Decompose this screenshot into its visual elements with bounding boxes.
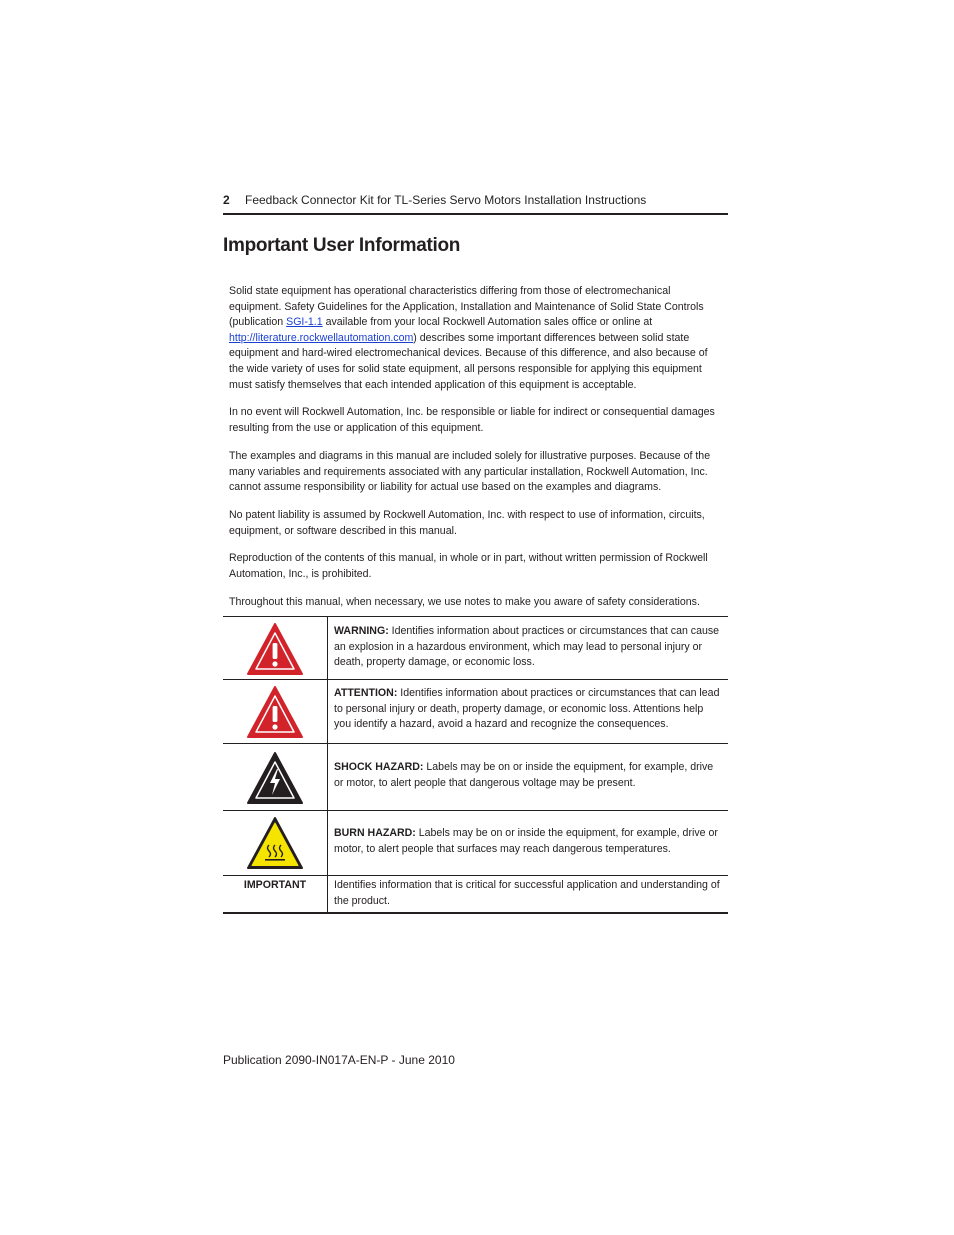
notice-text: Identifies information that is critical for successful application and understanding of the product.	[334, 879, 720, 907]
notice-label: ATTENTION:	[334, 687, 398, 699]
page-number: 2	[223, 193, 230, 207]
paragraph-patent: No patent liability is assumed by Rockwell Automation, Inc. with respect to use of information, circuits, equipment, or software described in this manual.	[229, 509, 705, 537]
notice-text: Identifies information about practices or circumstances that can lead to personal injury or death, property damage, or economic loss. Attentions help you identify a hazard, avoid a hazard and recognize the consequences.	[334, 687, 720, 731]
paragraph-reproduction: Reproduction of the contents of this manual, in whole or in part, without written permission of Rockwell Automation, Inc., is prohibited.	[229, 552, 708, 580]
burn-hazard-icon	[245, 815, 305, 871]
notice-row-important	[223, 876, 728, 913]
literature-link[interactable]: http://literature.rockwellautomation.com	[229, 331, 414, 344]
safety-notice-table	[223, 616, 728, 914]
notice-label: BURN HAZARD:	[334, 827, 416, 839]
paragraph-examples: The examples and diagrams in this manual are included solely for illustrative purposes. Because of the many variables and requirements associated with any particular installation, Rockwell Automation, Inc. cannot assume responsibility or liability for actual use based on the examples and diagrams.	[229, 450, 711, 494]
paragraph-liability: In no event will Rockwell Automation, Inc. be responsible or liable for indirect or consequential damages resulting from the use or application of this equipment.	[229, 406, 715, 434]
page-title: Important User Information	[223, 235, 461, 256]
sgi-link[interactable]: SGI-1.1	[286, 316, 323, 329]
notice-row-attention	[223, 680, 728, 744]
important-label: IMPORTANT	[243, 879, 307, 891]
notice-row-warning	[223, 617, 728, 680]
paragraph-safety-notes: Throughout this manual, when necessary, we use notes to make you aware of safety considerations.	[229, 596, 700, 608]
notice-label: SHOCK HAZARD:	[334, 761, 424, 773]
attention-triangle-icon	[245, 684, 305, 740]
warning-triangle-icon	[245, 621, 305, 677]
notice-label: WARNING:	[334, 625, 389, 637]
publication-footer: Publication 2090-IN017A-EN-P - June 2010	[223, 1053, 455, 1067]
notice-text: Labels may be on or inside the equipment, for example, drive or motor, to alert people that dangerous voltage may be present.	[334, 761, 714, 789]
notice-text: Labels may be on or inside the equipment, for example, drive or motor, to alert people that surfaces may reach dangerous temperatures.	[334, 827, 718, 855]
running-header	[223, 191, 728, 215]
notice-row-shock-hazard	[223, 744, 728, 811]
running-title: Feedback Connector Kit for TL-Series Servo Motors Installation Instructions	[245, 193, 647, 207]
paragraph-solid-state: Solid state equipment has operational characteristics differing from those of electromechanical equipment. Safety Guidelines for the Application, Installation and Maintenance of Solid State Controls (publication SGI-1.1 available from your local Rockwell Automation sales office or online at http://literature.rockwellautomation.com) describes some important differences between solid state equipment and hard-wired electromechanical devices. Because of this difference, and also because of the wide variety of uses for solid state equipment, all persons responsible for applying this equipment must satisfy themselves that each intended application of this equipment is acceptable.	[229, 285, 708, 391]
shock-hazard-icon	[245, 750, 305, 806]
notice-row-burn-hazard	[223, 811, 728, 876]
notice-text: Identifies information about practices or circumstances that can cause an explosion in a hazardous environment, which may lead to personal injury or death, property damage, or economic loss.	[334, 625, 720, 669]
